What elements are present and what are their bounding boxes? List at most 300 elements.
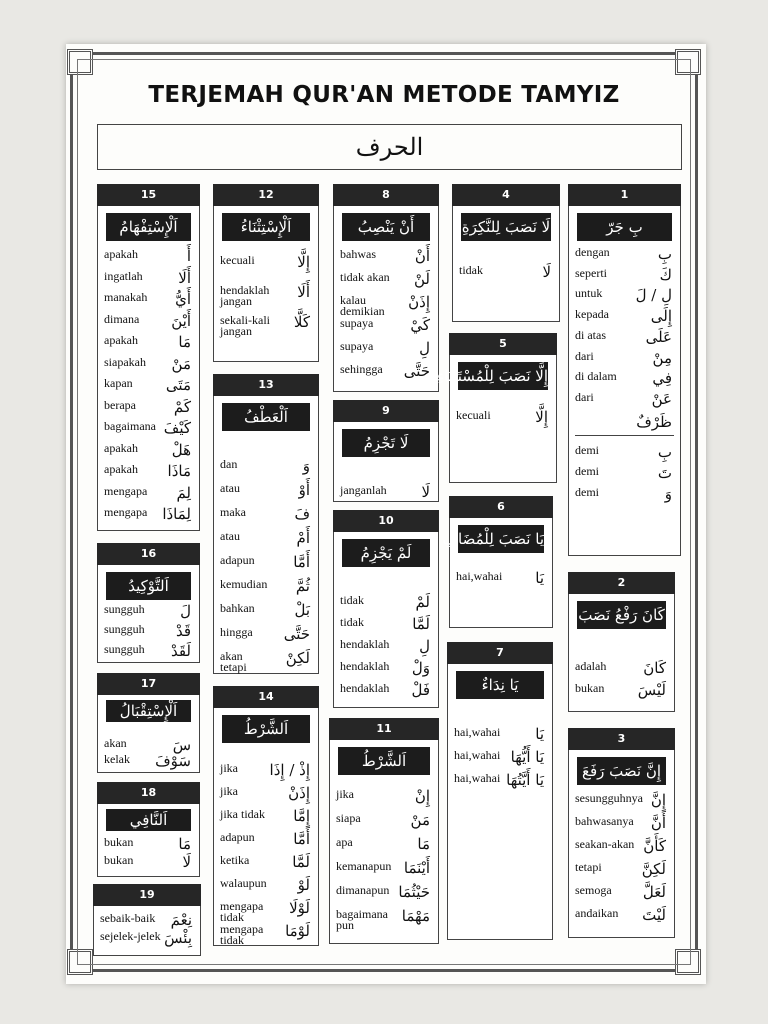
- list-item: [575, 443, 674, 463]
- arabic-word: لَمَّا: [412, 615, 430, 633]
- translation-text: atau: [220, 529, 240, 543]
- arabic-word: لَوْمَا: [285, 922, 310, 940]
- list-item: [575, 791, 668, 811]
- arabic-word: لِ / لَ: [635, 286, 672, 305]
- list-item: [104, 269, 193, 289]
- section-heading: اَلْعَطْفُ: [222, 403, 310, 431]
- translation-text: dari: [575, 389, 594, 404]
- arabic-word: وَ: [302, 457, 310, 475]
- section-heading: اَلْإِسْتِثْنَاءُ: [222, 213, 310, 241]
- arabic-word: أَيْنَ: [171, 311, 191, 330]
- list-item: [340, 316, 432, 336]
- translation-text: bahwasanya: [575, 814, 634, 828]
- translation-text: siapa: [336, 811, 361, 825]
- section-number: 15: [97, 184, 200, 206]
- list-item: [575, 860, 668, 880]
- list-item: [104, 247, 193, 267]
- arabic-word: يَا: [535, 725, 544, 743]
- list-item: [336, 835, 432, 855]
- arabic-word: أَيُّ: [175, 290, 191, 308]
- translation-text: hai,wahai: [454, 748, 501, 762]
- arabic-word: إِذَنْ: [408, 293, 430, 311]
- section-8-an-nashab: [333, 184, 439, 392]
- translation-text: bahwas: [340, 247, 376, 261]
- section-heading: إِنَّ نَصَبَ رَفَعَ: [577, 757, 666, 785]
- arabic-word: أَمْ: [296, 529, 310, 547]
- arabic-word: لِ: [419, 637, 430, 655]
- translation-text: akan: [104, 736, 127, 750]
- translation-text: adapun: [220, 830, 255, 844]
- section-divider: [575, 435, 674, 436]
- section-number: 16: [97, 543, 200, 565]
- translation-text: apakah: [104, 247, 138, 261]
- list-item: [220, 553, 312, 573]
- arabic-word: سَوْفَ: [155, 752, 191, 770]
- list-item: [220, 761, 312, 781]
- arabic-word: فَ: [294, 505, 310, 523]
- arabic-word: حَتَّى: [283, 625, 310, 643]
- section-heading: اَلنَّافِي: [106, 809, 191, 831]
- arabic-word: لَمَّا: [292, 853, 310, 871]
- section-10-lam-jazm: [333, 510, 439, 708]
- list-item: [575, 245, 674, 265]
- translation-text: tidak akan: [340, 270, 390, 284]
- section-heading: إِلَّا نَصَبَ لِلْمُسْتَثْنَاءِ: [458, 362, 548, 390]
- arabic-word: لَوْ: [297, 876, 310, 894]
- list-item: [104, 376, 193, 396]
- frame-corner-ornament: [675, 49, 701, 75]
- list-item: [575, 837, 668, 857]
- list-item: [220, 876, 312, 896]
- arabic-word: لَعَلَّ: [642, 883, 666, 901]
- list-item: [104, 355, 193, 375]
- arabic-word: مَتَى: [165, 376, 191, 394]
- list-item: [575, 266, 674, 286]
- section-5-illa-mustatsna: [437, 333, 557, 483]
- translation-text: hendaklah: [340, 637, 390, 651]
- list-item: [336, 811, 432, 831]
- section-heading: اَلْإِسْتِفْهَامُ: [106, 213, 191, 241]
- translation-text: demi: [575, 464, 599, 478]
- section-15-istifham: [97, 184, 200, 531]
- section-2-kana: [568, 572, 675, 712]
- list-item: [340, 270, 432, 290]
- arabic-word: ظَرْفٌ: [636, 412, 672, 431]
- list-item: [104, 622, 193, 642]
- arabic-word: لَمْ: [415, 593, 430, 611]
- list-item: [336, 787, 432, 807]
- section-number: 11: [329, 718, 439, 740]
- list-item: [336, 883, 432, 903]
- list-item: [340, 293, 432, 318]
- arabic-word: أَمَّا: [293, 553, 310, 571]
- arabic-word: مَنْ: [410, 811, 430, 829]
- section-13-athaf: [213, 374, 319, 674]
- translation-text: kepada: [575, 307, 609, 322]
- arabic-word: كَيْ: [410, 316, 430, 334]
- translation-text: mengapa tidak: [220, 922, 264, 947]
- translation-text: kapan: [104, 376, 133, 390]
- list-item: [575, 485, 674, 505]
- arabic-word: مَهْمَا: [401, 907, 430, 925]
- subtitle-box: الحرف: [97, 124, 682, 170]
- translation-text: hai,wahai: [456, 569, 503, 583]
- section-14-syarth: [213, 686, 319, 946]
- arabic-word: فَلْ: [411, 681, 430, 699]
- list-item: [104, 398, 193, 418]
- section-heading: اَلتَّوْكِيدُ: [106, 572, 191, 600]
- list-item: [104, 835, 193, 855]
- arabic-word: أَنَّ: [650, 814, 666, 832]
- arabic-word: لَقَدْ: [170, 642, 191, 660]
- translation-text: mengapa tidak: [220, 899, 264, 924]
- list-item: [575, 464, 674, 484]
- arabic-word: حَتَّى: [403, 362, 430, 380]
- list-item: [336, 859, 432, 879]
- section-number: 13: [213, 374, 319, 396]
- translation-text: dan: [220, 457, 238, 471]
- translation-text: seperti: [575, 265, 607, 280]
- section-number: 3: [568, 728, 675, 750]
- section-number: 4: [452, 184, 560, 206]
- arabic-word: سَ: [172, 736, 191, 754]
- list-item: [104, 602, 193, 622]
- section-17-istiqbal: [97, 673, 200, 773]
- translation-text: sebaik-baik: [100, 911, 156, 925]
- section-12-istitsna: [213, 184, 319, 362]
- arabic-word: مَا: [417, 835, 430, 853]
- translation-text: adapun: [220, 553, 255, 567]
- list-item: [104, 462, 193, 482]
- list-item: [575, 883, 668, 903]
- translation-text: sehingga: [340, 362, 383, 376]
- translation-text: bagaimana: [104, 419, 156, 433]
- list-item: [220, 807, 312, 827]
- translation-text: apakah: [104, 440, 138, 455]
- translation-text: hendaklah: [340, 681, 390, 695]
- arabic-word: لَنْ: [414, 270, 430, 288]
- arabic-word: كَمْ: [173, 397, 191, 416]
- list-item: [575, 307, 674, 327]
- translation-text: sungguh: [104, 602, 145, 616]
- translation-text: demi: [575, 443, 599, 458]
- list-item: [104, 333, 193, 353]
- arabic-word: لَا: [182, 853, 191, 871]
- translation-text: adalah: [575, 659, 607, 673]
- translation-text: supaya: [340, 339, 374, 353]
- arabic-word: أَيْنَمَا: [403, 859, 430, 877]
- arabic-word: أَنْ: [414, 247, 430, 265]
- arabic-word: يَا أَيُّهَا: [510, 748, 544, 766]
- list-item: [220, 899, 312, 924]
- arabic-word: كَأَنَّ: [643, 837, 666, 855]
- list-item: [100, 911, 194, 931]
- list-item: [454, 771, 546, 791]
- arabic-word: بِ: [657, 245, 672, 263]
- arabic-word: مِنْ: [652, 348, 672, 367]
- list-item: [340, 483, 432, 503]
- frame-corner-ornament: [675, 949, 701, 975]
- section-11-syarth: [329, 718, 439, 944]
- translation-text: jika: [220, 761, 238, 775]
- list-item: [336, 907, 432, 932]
- translation-text: tidak: [340, 615, 364, 629]
- list-item: [220, 830, 312, 850]
- section-1-jar: [568, 184, 681, 556]
- frame-corner-ornament: [67, 49, 93, 75]
- translation-text: hai,wahai: [454, 725, 501, 739]
- list-item: [220, 784, 312, 804]
- page-title: TERJEMAH QUR'AN METODE TAMYIZ: [148, 82, 620, 108]
- translation-text: maka: [220, 505, 246, 519]
- arabic-word: أَلَا: [297, 283, 310, 301]
- translation-text: bukan: [575, 681, 605, 695]
- list-item: [340, 659, 432, 679]
- list-item: [575, 286, 674, 306]
- arabic-word: كَانَ: [643, 659, 666, 677]
- list-item: [220, 457, 312, 477]
- arabic-word: أَلَا: [178, 268, 191, 287]
- arabic-word: لِ: [419, 339, 430, 357]
- arabic-word: يَا أَيَّتُهَا: [506, 771, 544, 789]
- arabic-word: أَ: [186, 247, 191, 265]
- section-18-nafi: [97, 782, 200, 877]
- translation-text: sungguh: [104, 622, 145, 636]
- translation-text: hendaklah: [340, 659, 390, 673]
- translation-text: apakah: [104, 462, 138, 476]
- list-item: [340, 637, 432, 657]
- list-item: [220, 601, 312, 621]
- list-item: [220, 853, 312, 873]
- translation-text: mengapa: [104, 505, 148, 519]
- translation-text: jika: [336, 787, 354, 801]
- arabic-word: نِعْمَ: [170, 911, 192, 929]
- translation-text: apa: [336, 835, 353, 849]
- list-item: [104, 484, 193, 504]
- translation-text: seakan-akan: [575, 837, 635, 851]
- translation-text: semoga: [575, 883, 612, 897]
- translation-text: kemanapun: [336, 859, 392, 873]
- arabic-word: إِلَى: [650, 307, 672, 326]
- arabic-word: عَنْ: [651, 389, 672, 408]
- section-number: 12: [213, 184, 319, 206]
- arabic-word: وَلْ: [411, 659, 430, 677]
- arabic-word: مَاذَا: [167, 462, 191, 480]
- arabic-word: أَوْ: [298, 481, 310, 499]
- translation-text: di dalam: [575, 369, 617, 384]
- list-item: [104, 853, 193, 873]
- arabic-word: بَلْ: [294, 601, 310, 619]
- translation-text: hai,wahai: [454, 771, 501, 785]
- section-heading: بِ جَرّ: [577, 213, 672, 241]
- translation-text: kalau demikian: [340, 293, 385, 318]
- list-item: [100, 929, 194, 949]
- list-item: [104, 752, 193, 772]
- arabic-word: كَيْفَ: [163, 419, 191, 437]
- arabic-word: إِنَّ: [650, 791, 666, 809]
- arabic-word: إِلَّا: [297, 253, 310, 271]
- list-item: [456, 569, 546, 589]
- section-number: 18: [97, 782, 200, 804]
- translation-text: di atas: [575, 327, 606, 342]
- translation-text: sesungguhnya: [575, 791, 643, 805]
- translation-text: bukan: [104, 853, 134, 867]
- section-heading: يَا نِدَاءٌ: [456, 671, 544, 699]
- arabic-word: إِنْ: [414, 787, 430, 805]
- arabic-word: بِ: [657, 443, 672, 462]
- translation-text: tidak: [340, 593, 364, 607]
- section-heading: أَنْ يَنْصِبُ: [342, 213, 430, 241]
- translation-text: dengan: [575, 245, 610, 259]
- list-item: [104, 642, 193, 662]
- arabic-word: بِئْسَ: [164, 929, 192, 947]
- list-item: [340, 681, 432, 701]
- translation-text: janganlah: [340, 483, 387, 497]
- list-item: [104, 441, 193, 461]
- translation-text: untuk: [575, 286, 603, 301]
- list-item: [456, 408, 550, 428]
- arabic-word: أَمَّا: [293, 830, 310, 848]
- list-item: [575, 659, 668, 679]
- translation-text: tidak: [459, 263, 483, 277]
- translation-text: hendaklah jangan: [220, 283, 270, 308]
- arabic-word: وَ: [664, 484, 672, 503]
- translation-text: akan tetapi: [220, 649, 247, 674]
- section-9-la-jazm: [333, 400, 439, 502]
- translation-text: sekali-kali jangan: [220, 313, 270, 338]
- translation-text: jika: [220, 784, 238, 798]
- section-3-inna: [568, 728, 675, 938]
- translation-text: berapa: [104, 397, 136, 412]
- translation-text: jika tidak: [220, 807, 265, 821]
- translation-text: kelak: [104, 752, 130, 766]
- translation-text: hingga: [220, 625, 253, 639]
- section-4-la-nakirah: [452, 184, 560, 322]
- list-item: [340, 593, 432, 613]
- translation-text: sejelek-jelek: [100, 929, 161, 943]
- list-item: [340, 247, 432, 267]
- arabic-word: إِذَنْ: [288, 784, 310, 802]
- arabic-word: عَلَى: [645, 327, 672, 346]
- section-heading: اَلشَّرْطُ: [222, 715, 310, 743]
- list-item: [220, 922, 312, 947]
- section-heading: اَلشَّرْطُ: [338, 747, 430, 775]
- frame-corner-ornament: [67, 949, 93, 975]
- list-item: [340, 339, 432, 359]
- arabic-word: مَا: [178, 333, 191, 351]
- arabic-word: ثُمَّ: [295, 577, 310, 595]
- list-item: [220, 313, 312, 338]
- translation-text: supaya: [340, 316, 374, 330]
- arabic-word: قَدْ: [175, 622, 191, 640]
- translation-text: bahkan: [220, 601, 255, 615]
- section-19-madh-dhamm: [93, 884, 201, 956]
- translation-text: ingatlah: [104, 268, 143, 283]
- list-item: [340, 615, 432, 635]
- list-item: [220, 649, 312, 674]
- list-item: [220, 283, 312, 308]
- section-number: 5: [449, 333, 557, 355]
- arabic-word: لَيْتَ: [642, 906, 666, 924]
- list-item: [575, 413, 674, 433]
- arabic-word: لِمَ: [176, 483, 191, 502]
- arabic-word: لَا: [421, 483, 430, 501]
- list-item: [104, 312, 193, 332]
- translation-text: demi: [575, 484, 599, 499]
- list-item: [454, 725, 546, 745]
- arabic-word: مَا: [178, 835, 191, 853]
- section-number: 14: [213, 686, 319, 708]
- arabic-word: يَا: [535, 569, 544, 587]
- translation-text: tetapi: [575, 860, 602, 874]
- translation-text: manakah: [104, 290, 148, 304]
- translation-text: ketika: [220, 853, 250, 867]
- list-item: [340, 362, 432, 382]
- list-item: [575, 369, 674, 389]
- list-item: [104, 290, 193, 310]
- section-heading: كَانَ رَفْعُ نَصَبَ: [577, 601, 666, 629]
- arabic-word: كَلَّا: [293, 313, 310, 331]
- list-item: [575, 681, 668, 701]
- translation-text: atau: [220, 481, 240, 495]
- arabic-word: تَ: [657, 464, 672, 482]
- arabic-word: حَيْثُمَا: [398, 883, 430, 901]
- translation-text: bukan: [104, 835, 134, 849]
- arabic-word: لَوْلَا: [289, 899, 310, 917]
- section-number: 6: [449, 496, 553, 518]
- translation-text: mengapa: [104, 483, 148, 498]
- arabic-word: إِمَّا: [293, 807, 310, 825]
- list-item: [220, 577, 312, 597]
- arabic-word: هَلْ: [171, 440, 191, 459]
- list-item: [220, 505, 312, 525]
- translation-text: kecuali: [456, 408, 491, 422]
- translation-text: dimanapun: [336, 883, 390, 897]
- section-number: 7: [447, 642, 553, 664]
- section-6-ya-mudhaf: [442, 496, 553, 628]
- list-item: [104, 505, 193, 525]
- list-item: [575, 390, 674, 410]
- section-number: 19: [93, 884, 201, 906]
- section-heading: لَا تَجْزِمُ: [342, 429, 430, 457]
- list-item: [220, 481, 312, 501]
- section-16-taukid: [97, 543, 200, 663]
- arabic-word: لَ: [180, 602, 191, 620]
- translation-text: andaikan: [575, 906, 619, 920]
- arabic-word: مَنْ: [171, 354, 191, 373]
- section-number: 9: [333, 400, 439, 422]
- section-7-ya-nida: [447, 642, 553, 940]
- list-item: [220, 625, 312, 645]
- section-heading: اَلْإِسْتِقْبَالُ: [106, 700, 191, 722]
- arabic-word: لَا: [542, 263, 551, 281]
- list-item: [220, 529, 312, 549]
- arabic-word: كَ: [659, 265, 672, 284]
- arabic-word: إِذْ / إِذَا: [269, 761, 310, 779]
- translation-text: sungguh: [104, 642, 145, 656]
- list-item: [575, 349, 674, 369]
- arabic-word: إِلَّا: [535, 408, 548, 426]
- list-item: [220, 253, 312, 273]
- translation-text: dimana: [104, 311, 140, 326]
- list-item: [459, 263, 553, 283]
- list-item: [575, 814, 668, 834]
- section-number: 10: [333, 510, 439, 532]
- section-number: 1: [568, 184, 681, 206]
- translation-text: walaupun: [220, 876, 267, 890]
- section-heading: لَا نَصَبَ لِلنَّكِرَةِ: [461, 213, 551, 241]
- translation-text: bagaimana pun: [336, 907, 388, 932]
